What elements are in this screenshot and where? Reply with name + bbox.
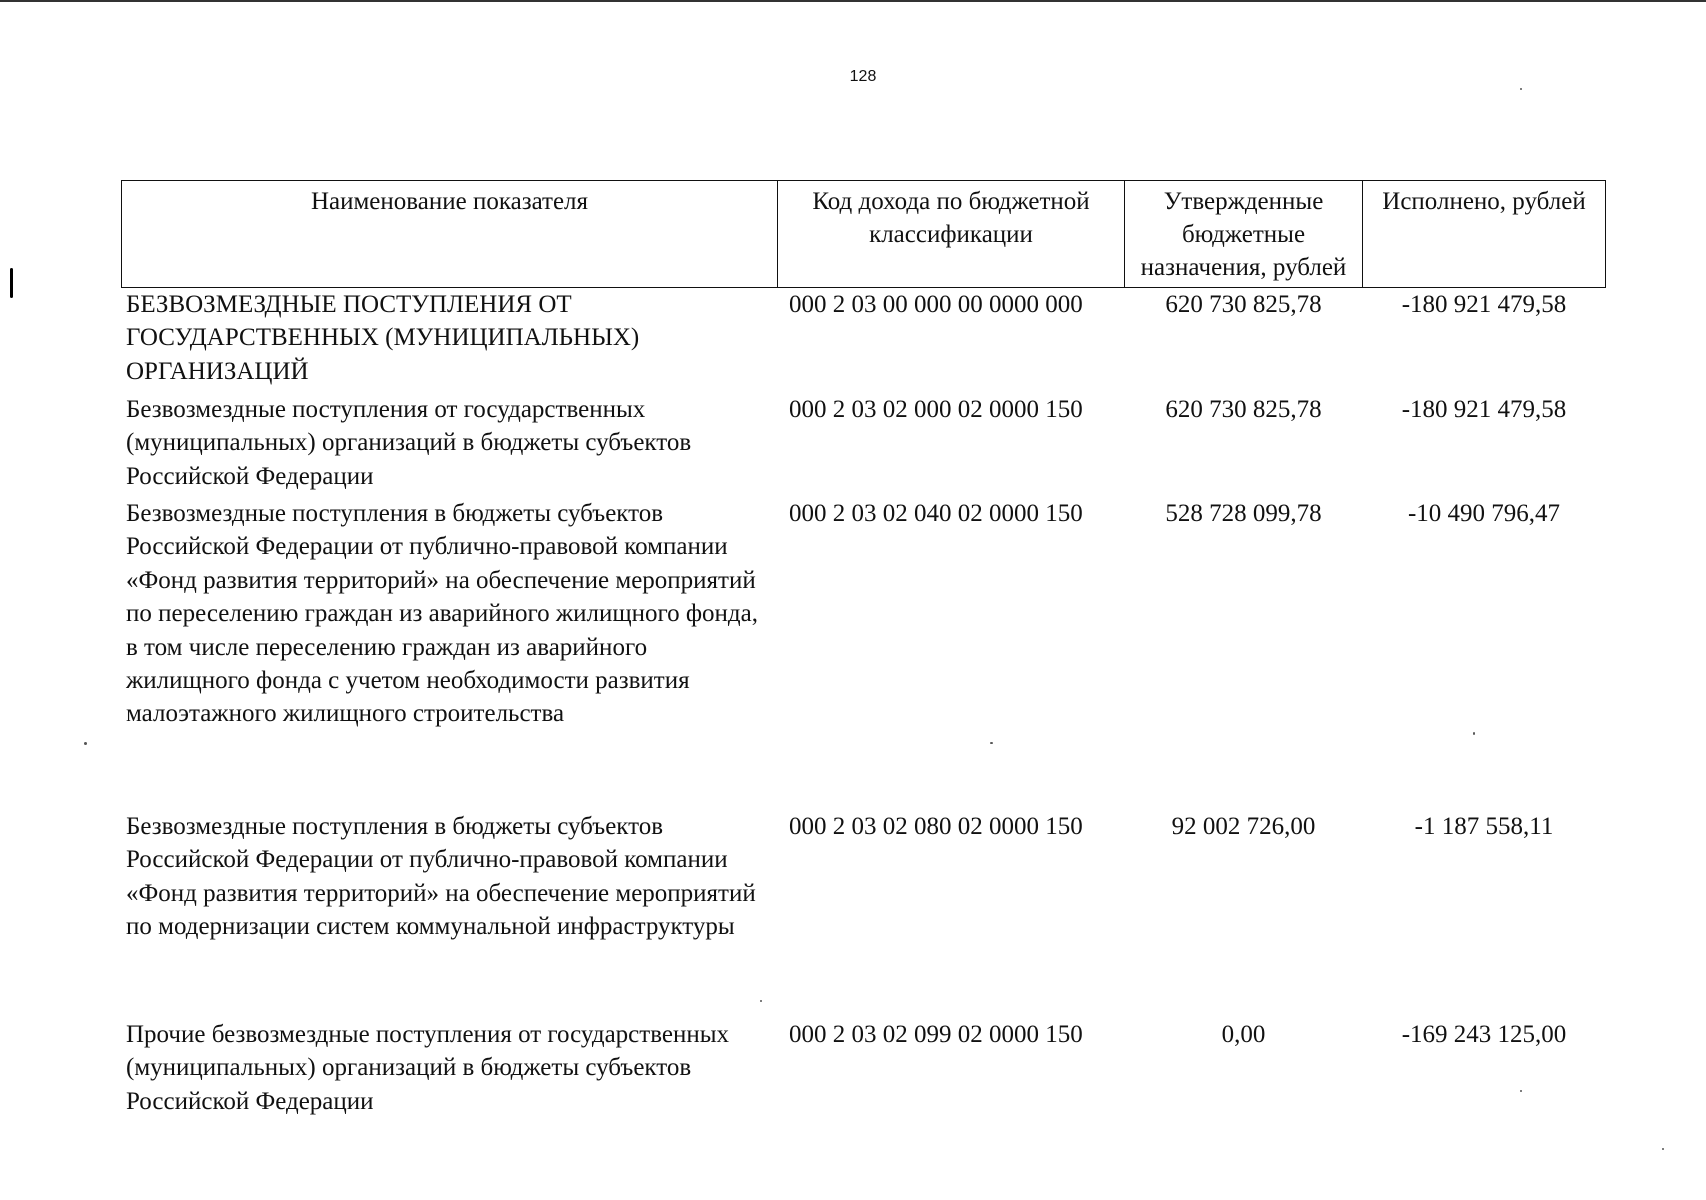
row-name: БЕЗВОЗМЕЗДНЫЕ ПОСТУПЛЕНИЯ ОТ ГОСУДАРСТВЕННЫХ (МУНИЦИПАЛЬНЫХ) ОРГАНИЗАЦИЙ xyxy=(126,291,640,385)
scan-speck xyxy=(1520,1090,1522,1092)
scan-top-edge xyxy=(0,0,1706,2)
scan-speck xyxy=(990,742,993,744)
scan-speck xyxy=(1662,1148,1664,1150)
scan-speck xyxy=(84,742,87,745)
scan-speck xyxy=(1473,732,1475,735)
row-code: 000 2 03 02 040 02 0000 150 xyxy=(789,500,1083,527)
row-name: Безвозмездные поступления в бюджеты субъектов Российской Федерации от публично-правовой компании «Фонд развития территорий» на обеспечение мероприятий по переселению граждан из аварийного жилищного фонда, в том числе переселению граждан из аварийного жилищного фонда с учетом необходимости развития малоэтажного жилищного строительства xyxy=(126,500,758,728)
row-executed: -10 490 796,47 xyxy=(1407,500,1561,527)
row-approved: 92 002 726,00 xyxy=(1171,813,1316,840)
header-name: Наименование показателя xyxy=(310,188,589,215)
row-name: Безвозмездные поступления в бюджеты субъектов Российской Федерации от публично-правовой компании «Фонд развития территорий» на обеспечение мероприятий по модернизации систем коммунальной инфраструктуры xyxy=(126,813,756,941)
scan-speck xyxy=(760,1000,762,1002)
row-code: 000 2 03 00 000 00 0000 000 xyxy=(789,291,1083,318)
scan-speck xyxy=(1520,88,1522,90)
row-approved: 620 730 825,78 xyxy=(1165,291,1322,318)
header-approved: Утвержденные бюджетные назначения, рублей xyxy=(1124,181,1362,287)
page-number: 128 xyxy=(849,68,877,85)
table-header xyxy=(121,180,1606,288)
scan-speck xyxy=(10,268,13,298)
row-approved: 528 728 099,78 xyxy=(1165,500,1322,527)
row-code: 000 2 03 02 000 02 0000 150 xyxy=(789,396,1083,423)
row-executed: -169 243 125,00 xyxy=(1401,1021,1567,1048)
header-executed: Исполнено, рублей xyxy=(1362,181,1605,287)
row-executed: -180 921 479,58 xyxy=(1401,396,1567,423)
row-approved: 620 730 825,78 xyxy=(1165,396,1322,423)
row-executed: -1 187 558,11 xyxy=(1414,813,1554,840)
header-code: Код дохода по бюджетной классификации xyxy=(777,181,1124,287)
row-code: 000 2 03 02 080 02 0000 150 xyxy=(789,813,1083,840)
row-executed: -180 921 479,58 xyxy=(1401,291,1567,318)
row-name: Прочие безвозмездные поступления от государственных (муниципальных) организаций в бюджеты субъектов Российской Федерации xyxy=(126,1021,730,1115)
row-code: 000 2 03 02 099 02 0000 150 xyxy=(789,1021,1083,1048)
row-name: Безвозмездные поступления от государственных (муниципальных) организаций в бюджеты субъектов Российской Федерации xyxy=(126,396,692,490)
row-approved: 0,00 xyxy=(1221,1021,1266,1048)
